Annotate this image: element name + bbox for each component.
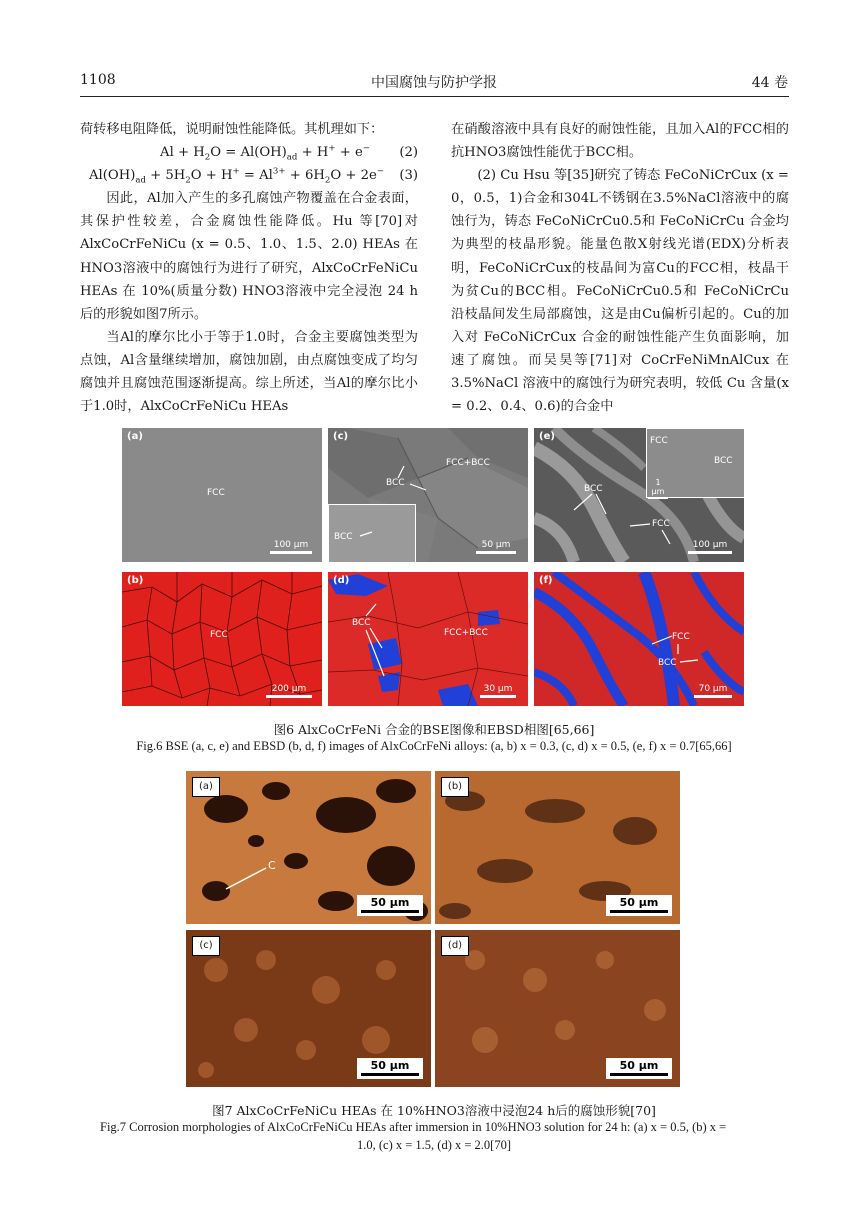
fig6-b-tag-fcc: FCC [210, 630, 228, 640]
equation-2: $Al + H_2O = Al(OH)_{ad} + H^+ + e^-$ (2) [80, 141, 418, 164]
fig6-f-scale-bar: 70 μm [694, 684, 732, 698]
fig6-panel-b [122, 572, 322, 706]
fig6-e-inset-tag-bcc: BCC [714, 456, 733, 466]
fig6-a-scale-bar: 100 μm [270, 540, 312, 554]
fig6-panel-a [122, 428, 322, 562]
fig7-caption-en-line1: Fig.7 Corrosion morphologies of AlxCoCrFeNiCu HEAs after immersion in 10%HNO3 solution for 24 h: (a) x = 0.5, (b) x = [100, 1120, 727, 1134]
fig6-d-tag-bcc: BCC [352, 618, 371, 628]
fig6-panel-a-label: (a) [127, 431, 143, 442]
right-paragraph-1: 在硝酸溶液中具有良好的耐蚀性能，且加入Al的FCC相的抗HNO3腐蚀性能优于BCC相。 [451, 122, 789, 161]
fig7-panel-a-label: (a) [192, 777, 220, 797]
fig6-panel-c [328, 428, 528, 562]
fig7-panel-a [186, 771, 431, 924]
fig6-c-scale-bar: 50 μm [476, 540, 516, 554]
journal-title: 中国腐蚀与防护学报 [371, 75, 497, 91]
fig7-b-scale-bar: 50 μm [606, 895, 672, 916]
fig6-panel-d-label: (d) [333, 575, 350, 586]
fig6-e-inset-tag-fcc: FCC [650, 436, 668, 446]
fig7-d-scale-bar: 50 μm [606, 1058, 672, 1079]
fig6-e-inset-scale: 1 μm [648, 478, 668, 499]
fig6-c-tag-bcc: BCC [386, 478, 405, 488]
fig6-panel-f-label: (f) [539, 575, 553, 586]
fig7-a-scale-bar: 50 μm [357, 895, 423, 916]
left-paragraph-2: 因此，Al加入产生的多孔腐蚀产物覆盖在合金表面，其保护性较差，合金腐蚀性能降低。Hu 等[70]对 AlxCoCrFeNiCu (x = 0.5、1.0、1.5、2.0) HEAs 在 HNO3溶液中的腐蚀行为进行了研究，AlxCoCrFeNiCu HEAs 在 10%(质量分数) HNO3溶液中完全浸泡 24 h 后的形貌如图7所示。 [80, 191, 418, 322]
fig7-panel-b [435, 771, 680, 924]
left-paragraph-3: 当Al的摩尔比小于等于1.0时，合金主要腐蚀类型为点蚀，Al含量继续增加，腐蚀加剧，由点腐蚀变成了均匀腐蚀并且腐蚀范围逐渐提高。综上所述，当Al的摩尔比小于1.0时，AlxCoCrFeNiCu HEAs [80, 329, 418, 415]
fig6-panel-e-label: (e) [539, 431, 555, 442]
fig6-e-tag-fcc: FCC [652, 519, 670, 529]
fig6-caption-cn: 图6 AlxCoCrFeNi 合金的BSE图像和EBSD相图[65,66] [273, 722, 595, 737]
fig6-panel-d [328, 572, 528, 706]
fig7-caption-cn: 图7 AlxCoCrFeNiCu HEAs 在 10%HNO3溶液中浸泡24 h后的腐蚀形貌[70] [212, 1103, 656, 1118]
equation-2-number: (2) [399, 145, 418, 161]
fig6-c-tag-bcc-inset: BCC [334, 532, 353, 542]
fig7-a-tag-c: C [268, 859, 276, 872]
right-column [451, 118, 789, 418]
fig6-f-tag-bcc: BCC [658, 658, 677, 668]
fig6-panel-f [534, 572, 744, 706]
fig6-d-scale-bar: 30 μm [480, 684, 516, 698]
fig6-e-scale-bar: 100 μm [688, 540, 732, 554]
fig7-panel-c [186, 930, 431, 1087]
fig6-d-tag-fccbcc: FCC+BCC [444, 628, 488, 638]
equation-3: $Al(OH)_{ad} + 5H_2O + H^+ = Al^{3+} + 6H_2O + 2e^-$ (3) [80, 164, 418, 187]
fig7-panel-b-label: (b) [441, 777, 469, 797]
fig6-f-tag-fcc: FCC [672, 632, 690, 642]
volume-label: 44 卷 [751, 75, 788, 91]
page-number: 1108 [80, 72, 116, 88]
fig6-c-tag-fccbcc: FCC+BCC [446, 458, 490, 468]
fig7-panel-c-label: (c) [192, 936, 220, 956]
fig7-c-scale-bar: 50 μm [357, 1058, 423, 1079]
left-paragraph-1: 荷转移电阻降低，说明耐蚀性能降低。其机理如下： [80, 122, 384, 137]
header-rule [80, 96, 789, 97]
fig7-caption-en-line2: 1.0, (c) x = 1.5, (d) x = 2.0[70] [357, 1138, 511, 1152]
fig6-b-scale-bar: 200 μm [266, 684, 312, 698]
fig7-panel-d-label: (d) [441, 936, 469, 956]
fig6-panel-b-label: (b) [127, 575, 144, 586]
fig6-panel-c-label: (c) [333, 431, 349, 442]
right-paragraph-2: (2) Cu Hsu 等[35]研究了铸态 FeCoNiCrCux (x = 0，0.5，1)合金和304L不锈钢在3.5%NaCl溶液中的腐蚀行为，铸态 FeCoNiCrCu0.5和 FeCoNiCrCu 合金均为典型的枝晶形貌。能量色散X射线光谱(EDX)分析表明，FeCoNiCrCux的枝晶间为富Cu的FCC相，枝晶干为贫Cu的BCC相。FeCoNiCrCu0.5和 FeCoNiCrCu 沿枝晶间发生局部腐蚀，这是由Cu偏析引起的。Cu的加入对 FeCoNiCrCux 合金的耐蚀性能产生负面影响，加速了腐蚀。而吴昊等[71]对 CoCrFeNiMnAlCux 在 3.5%NaCl 溶液中的腐蚀行为研究表明，较低 Cu 含量(x = 0.2、0.4、0.6)的合金中 [451, 168, 789, 415]
fig7-panel-d [435, 930, 680, 1087]
left-column [80, 118, 418, 418]
fig6-caption-en: Fig.6 BSE (a, c, e) and EBSD (b, d, f) images of AlxCoCrFeNi alloys: (a, b) x = 0.3, (c, d) x = 0.5, (e, f) x = 0.7[65,66] [136, 739, 732, 753]
fig6-a-tag-fcc: FCC [207, 488, 225, 498]
fig6-e-tag-bcc: BCC [584, 484, 603, 494]
fig6-panel-e [534, 428, 744, 562]
equation-3-number: (3) [399, 168, 418, 184]
